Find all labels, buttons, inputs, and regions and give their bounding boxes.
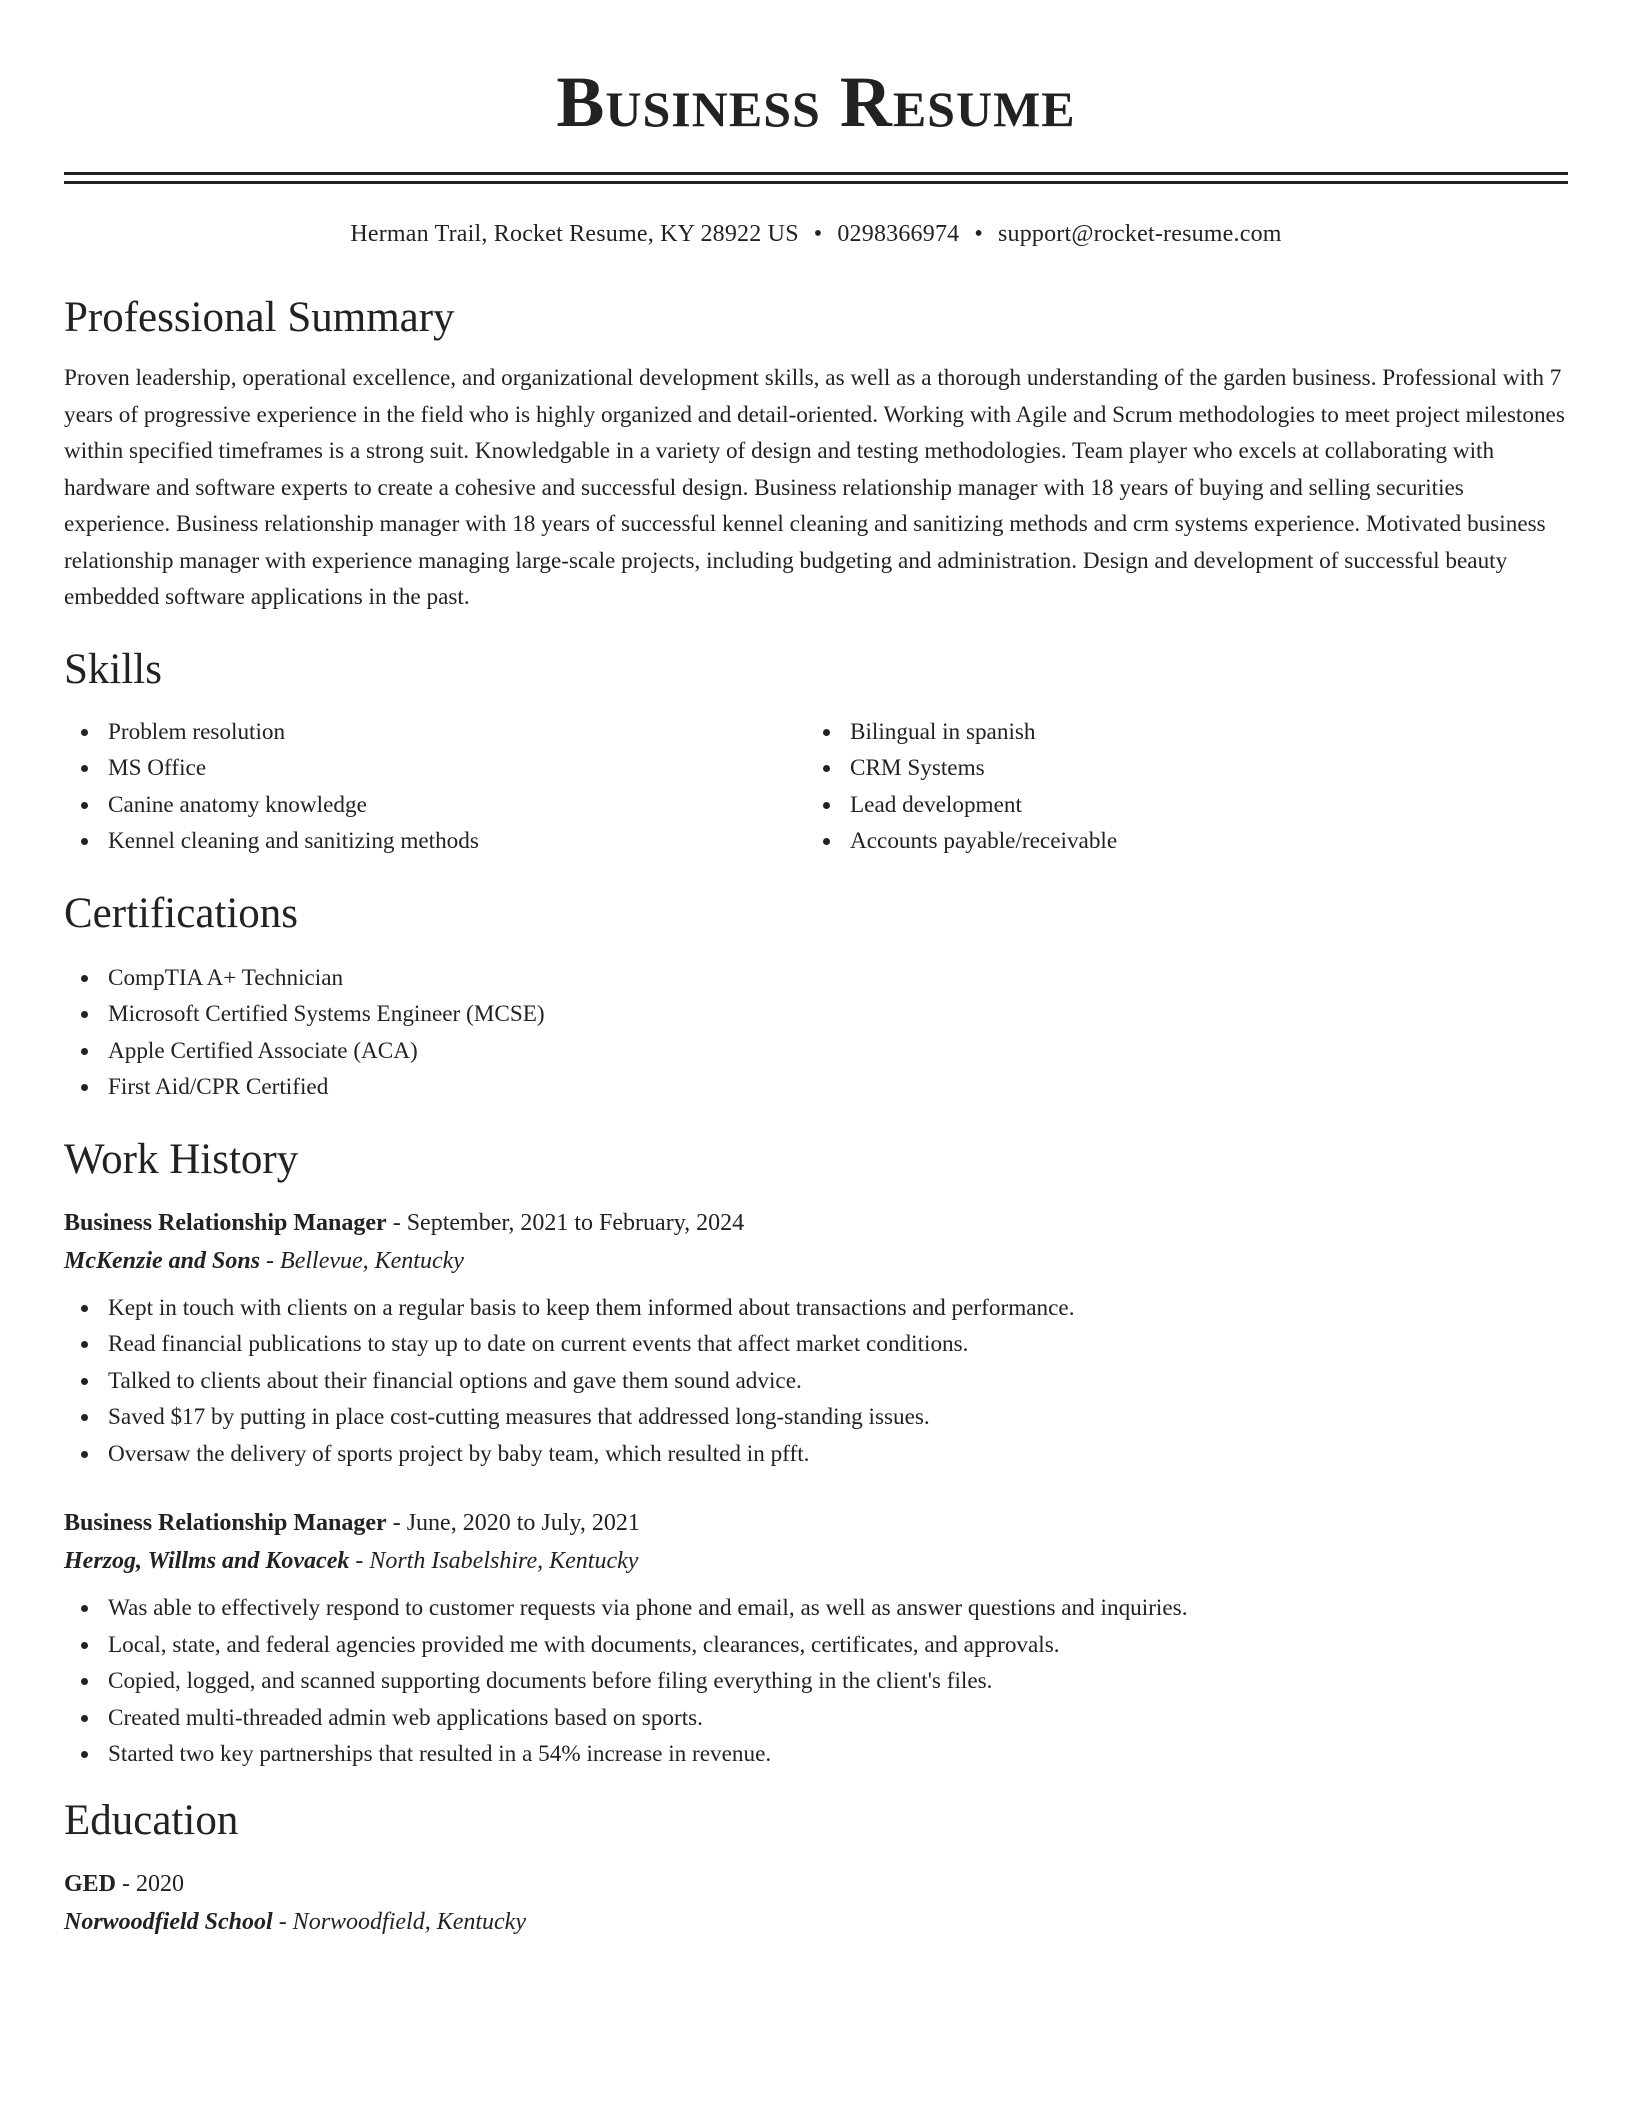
job-duty-item: Copied, logged, and scanned supporting documents before filing everything in the client's files. xyxy=(64,1663,1568,1700)
job-duty-item: Saved $17 by putting in place cost-cutting measures that addressed long-standing issues. xyxy=(64,1399,1568,1436)
skills-list-left xyxy=(64,714,806,860)
job-company: McKenzie and Sons xyxy=(64,1247,261,1274)
job-entry xyxy=(64,1504,1568,1773)
education-entry xyxy=(64,1865,1568,1941)
skill-item: Kennel cleaning and sanitizing methods xyxy=(64,823,806,860)
education-degree-line xyxy=(64,1865,1568,1903)
education-year: - 2020 xyxy=(116,1870,185,1897)
skills-column-right xyxy=(806,714,1548,860)
skill-item: Accounts payable/receivable xyxy=(806,823,1548,860)
job-employer-line xyxy=(64,1242,1568,1280)
contact-separator: • xyxy=(974,221,983,247)
summary-heading: Professional Summary xyxy=(64,294,455,341)
job-company: Herzog, Willms and Kovacek xyxy=(64,1548,350,1574)
skills-heading: Skills xyxy=(64,645,162,693)
job-dates: - September, 2021 to February, 2024 xyxy=(386,1209,745,1236)
education-location: - Norwoodfield, Kentucky xyxy=(272,1908,526,1935)
work-history-heading: Work History xyxy=(64,1135,299,1183)
job-duty-item: Oversaw the delivery of sports project by baby team, which resulted in pfft. xyxy=(64,1436,1568,1473)
job-duty-item: Created multi-threaded admin web applications based on sports. xyxy=(64,1700,1568,1737)
job-title-line xyxy=(64,1504,1568,1542)
contact-separator: • xyxy=(813,221,823,247)
certifications-list xyxy=(64,960,1568,1106)
education-heading: Education xyxy=(64,1796,239,1844)
skills-columns xyxy=(64,714,1568,860)
contact-address: Herman Trail, Rocket Resume, KY 28922 US xyxy=(350,221,799,247)
title-divider xyxy=(64,172,1568,184)
skill-item: Lead development xyxy=(806,787,1548,824)
education-school-line xyxy=(64,1903,1568,1941)
job-duty-item: Kept in touch with clients on a regular basis to keep them informed about transactions and performance. xyxy=(64,1290,1568,1327)
skill-item: Bilingual in spanish xyxy=(806,714,1548,751)
job-title-line xyxy=(64,1204,1568,1242)
job-duty-item: Read financial publications to stay up to date on current events that affect market conditions. xyxy=(64,1326,1568,1363)
job-role: Business Relationship Manager xyxy=(64,1209,387,1236)
contact-email: support@rocket-resume.com xyxy=(997,221,1282,247)
job-duty-item: Talked to clients about their financial options and gave them sound advice. xyxy=(64,1363,1568,1400)
job-duty-item: Started two key partnerships that resulted in a 54% increase in revenue. xyxy=(64,1736,1568,1773)
resume-title: Business Resume xyxy=(556,62,1076,142)
job-entry xyxy=(64,1204,1568,1473)
contact-line xyxy=(64,218,1568,250)
skill-item: MS Office xyxy=(64,750,806,787)
contact-phone: 0298366974 xyxy=(837,221,960,247)
skill-item: Canine anatomy knowledge xyxy=(64,787,806,824)
certification-item: First Aid/CPR Certified xyxy=(64,1069,1568,1106)
skill-item: CRM Systems xyxy=(806,750,1548,787)
education-degree: GED xyxy=(64,1870,117,1897)
job-role: Business Relationship Manager xyxy=(64,1510,387,1536)
job-dates: - June, 2020 to July, 2021 xyxy=(386,1510,640,1536)
summary-text: Proven leadership, operational excellence, and organizational development skills, as well as a thorough understanding of the garden business. Professional with 7 years of progressive experience in the field who is highly organized and detail-oriented. Working with Agile and Scrum methodologies to meet project milestones within specified timeframes is a strong suit. Knowledgable in a variety of design and testing methodologies. Team player who excels at collaborating with hardware and software experts to create a cohesive and successful design. Business relationship manager with 18 years of buying and selling securities experience. Business relationship manager with 18 years of successful kennel cleaning and sanitizing methods and crm systems experience. Motivated business relationship manager with experience managing large-scale projects, including budgeting and administration. Design and development of successful beauty embedded software applications in the past. xyxy=(64,365,1565,610)
certification-item: CompTIA A+ Technician xyxy=(64,960,1568,997)
job-location: - Bellevue, Kentucky xyxy=(260,1247,464,1274)
certification-item: Apple Certified Associate (ACA) xyxy=(64,1033,1568,1070)
job-location: - North Isabelshire, Kentucky xyxy=(349,1548,639,1574)
job-duties-list xyxy=(64,1590,1568,1773)
job-employer-line xyxy=(64,1542,1568,1580)
certifications-heading: Certifications xyxy=(64,889,299,937)
skills-column-left xyxy=(64,714,806,860)
education-school: Norwoodfield School xyxy=(64,1908,273,1935)
job-duties-list xyxy=(64,1290,1568,1473)
job-duty-item: Was able to effectively respond to customer requests via phone and email, as well as answer questions and inquiries. xyxy=(64,1590,1568,1627)
certification-item: Microsoft Certified Systems Engineer (MCSE) xyxy=(64,996,1568,1033)
skills-list-right xyxy=(806,714,1548,860)
job-duty-item: Local, state, and federal agencies provided me with documents, clearances, certificates, and approvals. xyxy=(64,1627,1568,1664)
skill-item: Problem resolution xyxy=(64,714,806,751)
